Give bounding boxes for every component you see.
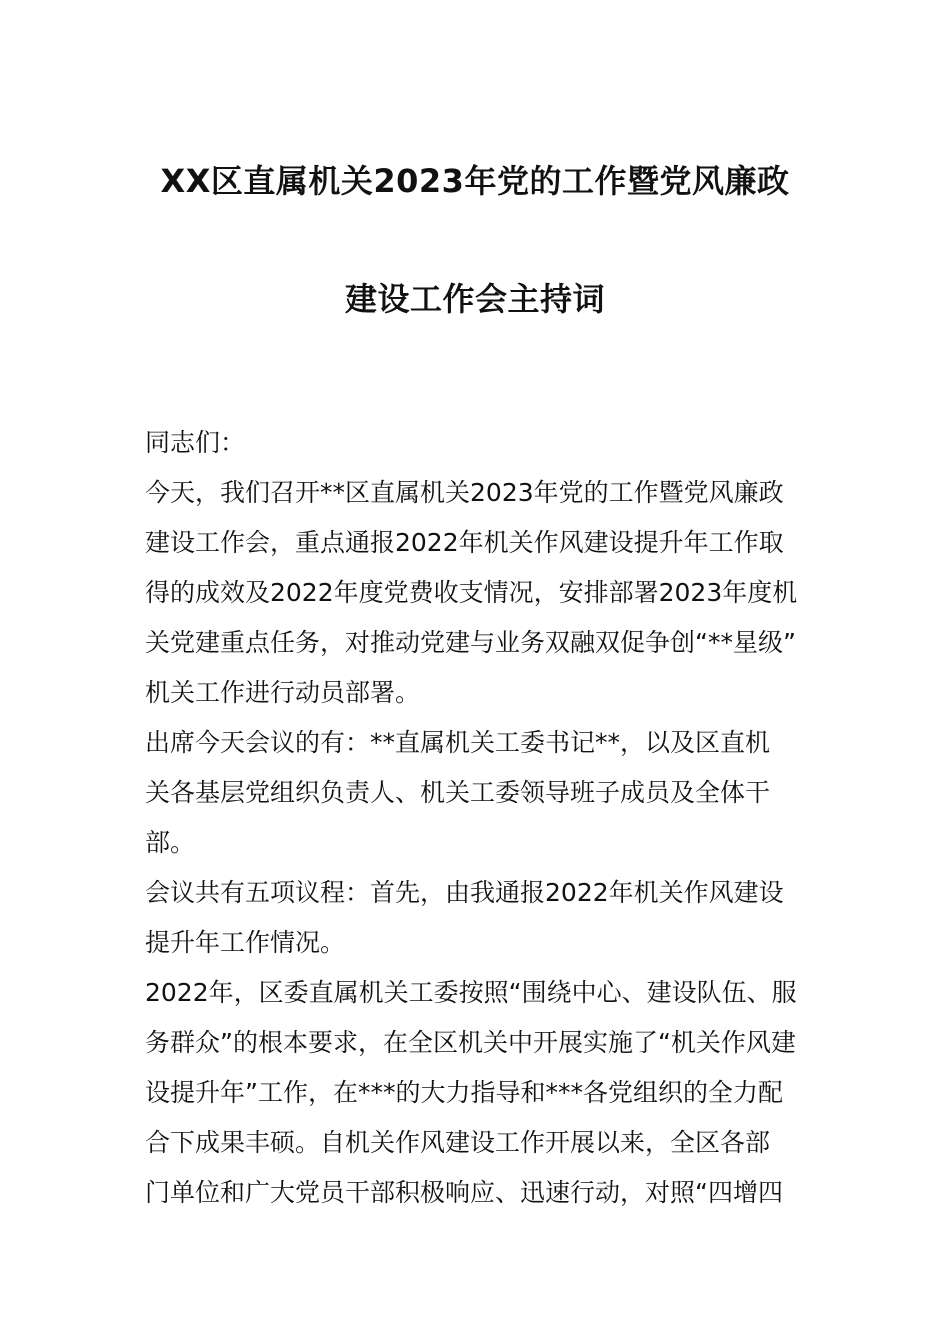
document-title-line-1: XX区直属机关2023年党的工作暨党风廉政 bbox=[160, 162, 790, 200]
body-line: 设提升年”工作，在***的大力指导和***各党组织的全力配 bbox=[145, 1078, 783, 1107]
document-title-line-2: 建设工作会主持词 bbox=[344, 280, 605, 318]
body-line: 机关工作进行动员部署。 bbox=[145, 678, 421, 707]
salutation: 同志们： bbox=[145, 428, 246, 457]
body-line: 建设工作会，重点通报2022年机关作风建设提升年工作取 bbox=[145, 528, 784, 557]
body-line: 今天，我们召开**区直属机关2023年党的工作暨党风廉政 bbox=[145, 478, 784, 507]
body-line: 会议共有五项议程：首先，由我通报2022年机关作风建设 bbox=[145, 878, 784, 907]
document-body bbox=[145, 418, 810, 1218]
body-line: 得的成效及2022年度党费收支情况，安排部署2023年度机 bbox=[145, 578, 798, 607]
body-line: 合下成果丰硕。自机关作风建设工作开展以来，全区各部 bbox=[145, 1128, 771, 1157]
body-line: 出席今天会议的有：**直属机关工委书记**，以及区直机 bbox=[145, 728, 771, 757]
body-line: 关党建重点任务，对推动党建与业务双融双促争创“**星级” bbox=[145, 628, 796, 657]
body-line: 务群众”的根本要求，在全区机关中开展实施了“机关作风建 bbox=[145, 1028, 796, 1057]
body-line: 部。 bbox=[145, 828, 196, 857]
body-line: 2022年，区委直属机关工委按照“围绕中心、建设队伍、服 bbox=[145, 978, 797, 1007]
body-line: 提升年工作情况。 bbox=[145, 928, 346, 957]
body-line: 关各基层党组织负责人、机关工委领导班子成员及全体干 bbox=[145, 778, 771, 807]
body-line: 门单位和广大党员干部积极响应、迅速行动，对照“四增四 bbox=[145, 1178, 783, 1207]
